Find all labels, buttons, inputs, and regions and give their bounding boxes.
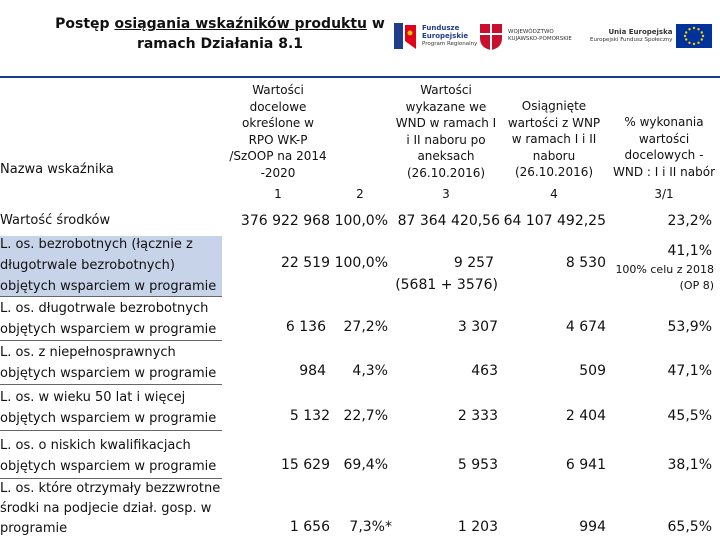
fe-line-2: Europejskie: [422, 31, 469, 40]
row-5-col2: 69,4%: [343, 457, 388, 473]
row-1-col1: 22 519: [281, 255, 330, 271]
fe-line-1: Fundusze: [422, 23, 460, 32]
title-part-1: Postęp: [55, 16, 115, 32]
fundusze-europejskie-logo: [392, 14, 477, 58]
title-part-2: w ramach Działania 8.1: [136, 16, 385, 52]
kp-line-2: KUJAWSKO-POMORSKIE: [508, 36, 572, 42]
row-4-col1: 5 132: [289, 408, 330, 424]
row-separator: [0, 340, 222, 341]
row-3-col2: 4,3%: [352, 363, 388, 379]
row-3-name-line1: L. os. z niepełnosprawnych: [0, 345, 176, 360]
header-col5: % wykonania wartości docelowych - WND : I i II nabór: [613, 115, 715, 179]
row-6-col4: 994: [579, 519, 606, 535]
header-col1: Wartości docelowe określone w RPO WK-P /SzOOP na 2014 -2020: [229, 83, 327, 180]
row-6-col1: 1 656: [289, 519, 330, 535]
row-4-col3: 2 333: [457, 408, 498, 424]
row-4-col5: 45,5%: [667, 408, 712, 424]
header-n3: 3: [442, 187, 450, 201]
ue-line-2: Europejski Fundusz Społeczny: [590, 36, 673, 43]
fe-logo-icon: [392, 21, 418, 51]
row-1-name-line3: objętych wsparciem w programie: [0, 279, 217, 294]
header-name: Nazwa wskaźnika: [0, 162, 114, 177]
row-2-name-line1: L. os. długotrwale bezrobotnych: [0, 301, 209, 316]
row-0-col3: 87 364 420,56: [397, 213, 500, 229]
row-3-col3: 463: [471, 363, 498, 379]
unia-europejska-logo: [590, 14, 712, 58]
row-0-col1: 376 922 968: [240, 213, 330, 229]
ue-line-1: Unia Europejska: [608, 27, 673, 36]
row-1-name-line2: długotrwale bezrobotnych): [0, 258, 175, 273]
row-0-col4: 64 107 492,25: [503, 213, 606, 229]
row-6-name-line3: programie: [0, 521, 68, 536]
row-5-col1: 15 629: [281, 457, 330, 473]
row-separator: [0, 430, 222, 431]
row-3-col4: 509: [579, 363, 606, 379]
slide-title: [40, 14, 400, 54]
title-underlined: osiągania wskaźników produktu: [114, 16, 368, 32]
fe-line-3: Program Regionalny: [422, 40, 478, 47]
header-col3: Wartości wykazane we WND w ramach I i II naboru po aneksach (26.10.2016): [395, 83, 497, 180]
row-1-col5-note: 100% celu z 2018: [615, 263, 714, 276]
eu-flag-icon: [676, 24, 712, 48]
slide-header: [0, 0, 720, 78]
row-3-col1: 984: [299, 363, 326, 379]
row-3-col5: 47,1%: [667, 363, 712, 379]
row-6-name-line2: środki na podjecie dział. gosp. w: [0, 501, 212, 516]
row-2-col4: 4 674: [565, 319, 606, 335]
row-3-name-line2: objętych wsparciem w programie: [0, 366, 217, 381]
row-1-col5: 41,1%: [667, 243, 712, 259]
row-separator: [0, 384, 222, 385]
row-1-col5-note2: (OP 8): [679, 279, 714, 292]
row-2-name-line2: objętych wsparciem w programie: [0, 322, 217, 337]
row-4-col2: 22,7%: [343, 408, 388, 424]
row-5-name-line1: L. os. o niskich kwalifikacjach: [0, 438, 191, 453]
row-6-col3: 1 203: [457, 519, 498, 535]
row-0-col5: 23,2%: [667, 213, 712, 229]
header-n4: 4: [550, 187, 558, 201]
row-0-col2: 100,0%: [334, 213, 388, 229]
row-5-name-line2: objętych wsparciem w programie: [0, 459, 217, 474]
row-4-name-line1: L. os. w wieku 50 lat i więcej: [0, 390, 186, 405]
row-6-col5: 65,5%: [667, 519, 712, 535]
row-5-col3: 5 953: [457, 457, 498, 473]
row-6-col2: 7,3%*: [349, 519, 392, 535]
header-n5: 3/1: [654, 187, 674, 201]
row-4-name-line2: objętych wsparciem w programie: [0, 411, 217, 426]
row-2-col3: 3 307: [457, 319, 498, 335]
row-5-col4: 6 941: [565, 457, 606, 473]
kujawsko-pomorskie-logo: [478, 14, 572, 58]
row-2-col1: 6 136: [285, 319, 326, 335]
row-1-name-line1: L. os. bezrobotnych (łącznie z: [0, 237, 193, 252]
kp-line-1: WOJEWÓDZTWO: [508, 29, 554, 35]
row-5-col5: 38,1%: [667, 457, 712, 473]
row-1-col2: 100,0%: [334, 255, 388, 271]
header-n2: 2: [356, 187, 364, 201]
header-n1: 1: [274, 187, 282, 201]
row-0-name: Wartość środków: [0, 213, 111, 228]
coat-of-arms-icon: [478, 21, 504, 51]
row-4-col4: 2 404: [565, 408, 606, 424]
row-2-col2: 27,2%: [343, 319, 388, 335]
row-6-name-line1: L. os. które otrzymały bezzwrotne: [0, 481, 221, 496]
row-2-col5: 53,9%: [667, 319, 712, 335]
row-1-col3: 9 257: [453, 255, 494, 271]
row-1-col3-detail: (5681 + 3576): [395, 277, 498, 293]
row-1-col4: 8 530: [565, 255, 606, 271]
header-col4: Osiągnięte wartości z WNP w ramach I i II naboru (26.10.2016): [507, 99, 601, 179]
